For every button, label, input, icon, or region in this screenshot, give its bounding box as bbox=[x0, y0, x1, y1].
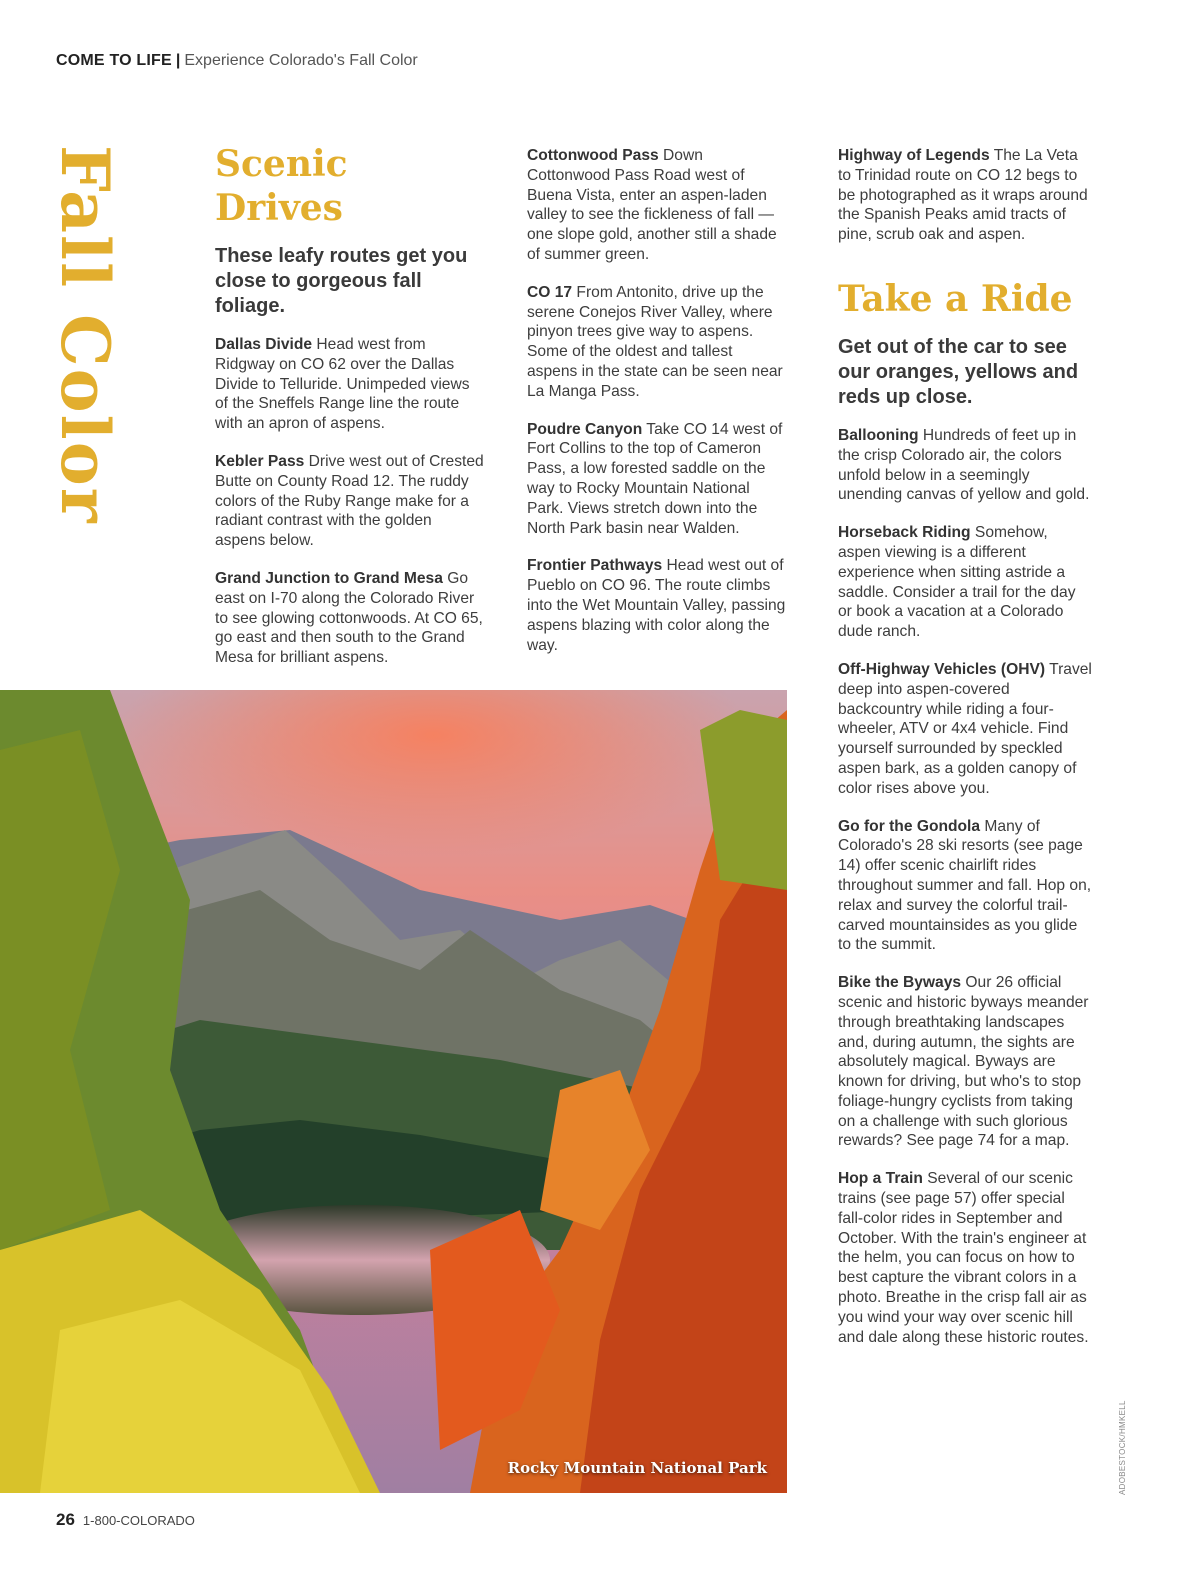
entry-text: Our 26 official scenic and historic byways meander through breathtaking landscapes and, during autumn, the sights are absolutely magical. Byways are known for driving, but who's to stop foliage-hungry cyclists from taking on a challenge with such glorious rewards? See page 74 for a map. bbox=[838, 974, 1089, 1150]
entry-text: Travel deep into aspen-covered backcountry while riding a four-wheeler, ATV or 4x4 vehicle. Find yourself surrounded by speckled aspen bark, as a golden canopy of color rises above you. bbox=[838, 660, 1092, 797]
entry-ballooning bbox=[838, 426, 1093, 505]
entry-name: Ballooning bbox=[838, 426, 919, 444]
take-a-ride-heading: Take a Ride bbox=[838, 277, 1073, 320]
entry-text: The La Veta to Trinidad route on CO 12 begs to be photographed as it wraps around the Spanish Peaks amid tracts of pine, scrub oak and aspen. bbox=[838, 147, 1088, 244]
running-head-separator: | bbox=[175, 52, 181, 69]
entry-name: Dallas Divide bbox=[215, 336, 313, 353]
entry-name: Cottonwood Pass bbox=[527, 147, 659, 164]
scenic-drives-heading: Scenic Drives bbox=[215, 143, 348, 229]
entry-frontier-pathways bbox=[527, 556, 787, 655]
running-head-subtitle: Experience Colorado's Fall Color bbox=[184, 52, 418, 69]
entry-cottonwood-pass bbox=[527, 146, 787, 265]
entry-name: Grand Junction to Grand Mesa bbox=[215, 569, 443, 587]
folio bbox=[56, 1510, 195, 1530]
entry-text: Head west out of Pueblo on CO 96. The route climbs into the Wet Mountain Valley, passing aspens blazing with color along the way. bbox=[527, 557, 786, 654]
entry-name: Frontier Pathways bbox=[527, 557, 663, 575]
entry-name: Go for the Gondola bbox=[838, 817, 981, 835]
landscape-photo bbox=[0, 690, 787, 1493]
scenic-drives-deck: These leafy routes get you close to gorgeous fall foliage. bbox=[215, 245, 468, 317]
entry-name: Bike the Byways bbox=[838, 974, 962, 992]
entry-dallas-divide bbox=[215, 335, 485, 434]
entry-name: Off-Highway Vehicles (OHV) bbox=[838, 660, 1046, 678]
entry-text: Go east on I-70 along the Colorado River to see glowing cottonwoods. At CO 65, go east and then south to the Grand Mesa for brilliant aspens. bbox=[215, 569, 483, 667]
entry-text: Somehow, aspen viewing is a different experience when sitting astride a saddle. Consider a trail for the day or book a vacation at a Colorado dude ranch. bbox=[838, 524, 1076, 641]
entry-grand-junction bbox=[215, 569, 485, 668]
entry-highway-of-legends bbox=[838, 146, 1093, 245]
entry-name: Kebler Pass bbox=[215, 452, 305, 470]
entry-name: CO 17 bbox=[527, 283, 573, 301]
running-head-section: COME TO LIFE bbox=[56, 52, 172, 69]
entry-name: Hop a Train bbox=[838, 1170, 923, 1188]
running-head bbox=[56, 52, 418, 70]
entry-text: Many of Colorado's 28 ski resorts (see page 14) offer scenic chairlift rides throughout summer and fall. Hop on, relax and survey the colorful trail-carved mountainsides as you glide to the summit. bbox=[838, 817, 1092, 954]
entry-name: Horseback Riding bbox=[838, 524, 971, 542]
entry-poudre-canyon bbox=[527, 420, 787, 539]
entry-name: Highway of Legends bbox=[838, 147, 990, 164]
landscape-illustration bbox=[0, 690, 787, 1493]
entry-co-17 bbox=[527, 283, 787, 402]
take-a-ride-deck: Get out of the car to see our oranges, yellows and reds up close. bbox=[838, 335, 1079, 408]
phone-number: 1-800-COLORADO bbox=[82, 1513, 195, 1528]
column-2 bbox=[527, 146, 787, 673]
side-title: Fall Color bbox=[46, 145, 124, 525]
entry-ohv bbox=[838, 660, 1093, 799]
entry-text: Hundreds of feet up in the crisp Colorado air, the colors unfold below in a seemingly unending canvas of yellow and gold. bbox=[838, 426, 1090, 504]
entry-text: From Antonito, drive up the serene Conejos River Valley, where pinyon trees give way to aspens. Some of the oldest and tallest aspens in the state can be seen near La Manga Pass. bbox=[527, 283, 783, 400]
entry-bike-the-byways bbox=[838, 973, 1093, 1151]
entry-horseback-riding bbox=[838, 523, 1093, 642]
page-number: 26 bbox=[56, 1510, 75, 1529]
entry-text: Down Cottonwood Pass Road west of Buena Vista, enter an aspen-laden valley to see the fickleness of fall — one slope gold, another still a shade of summer green. bbox=[527, 147, 777, 263]
column-1 bbox=[215, 142, 485, 686]
entry-text: Take CO 14 west of Fort Collins to the top of Cameron Pass, a low forested saddle on the way to Rocky Mountain National Park. Views stretch down into the North Park basin near Walden. bbox=[527, 420, 783, 537]
column-3 bbox=[838, 146, 1093, 1365]
entry-hop-a-train bbox=[838, 1169, 1093, 1347]
photo-credit: ADOBESTOCK/HMKELL bbox=[1118, 1400, 1127, 1495]
entry-text: Drive west out of Crested Butte on County Road 12. The ruddy colors of the Ruby Range make for a radiant contrast with the golden aspens below. bbox=[215, 452, 484, 550]
entry-name: Poudre Canyon bbox=[527, 420, 643, 438]
entry-text: Head west from Ridgway on CO 62 over the Dallas Divide to Telluride. Unimpeded views of the Sneffels Range line the route with an apron of aspens. bbox=[215, 336, 470, 433]
entry-gondola bbox=[838, 817, 1093, 956]
photo-caption: Rocky Mountain National Park bbox=[507, 1459, 767, 1477]
entry-kebler-pass bbox=[215, 452, 485, 551]
entry-text: Several of our scenic trains (see page 57) offer special fall-color rides in September and October. With the train's engineer at the helm, you can focus on how to best capture the vibrant colors in a photo. Breathe in the crisp fall air as you wind your way over scenic hill and dale along these historic routes. bbox=[838, 1170, 1089, 1346]
